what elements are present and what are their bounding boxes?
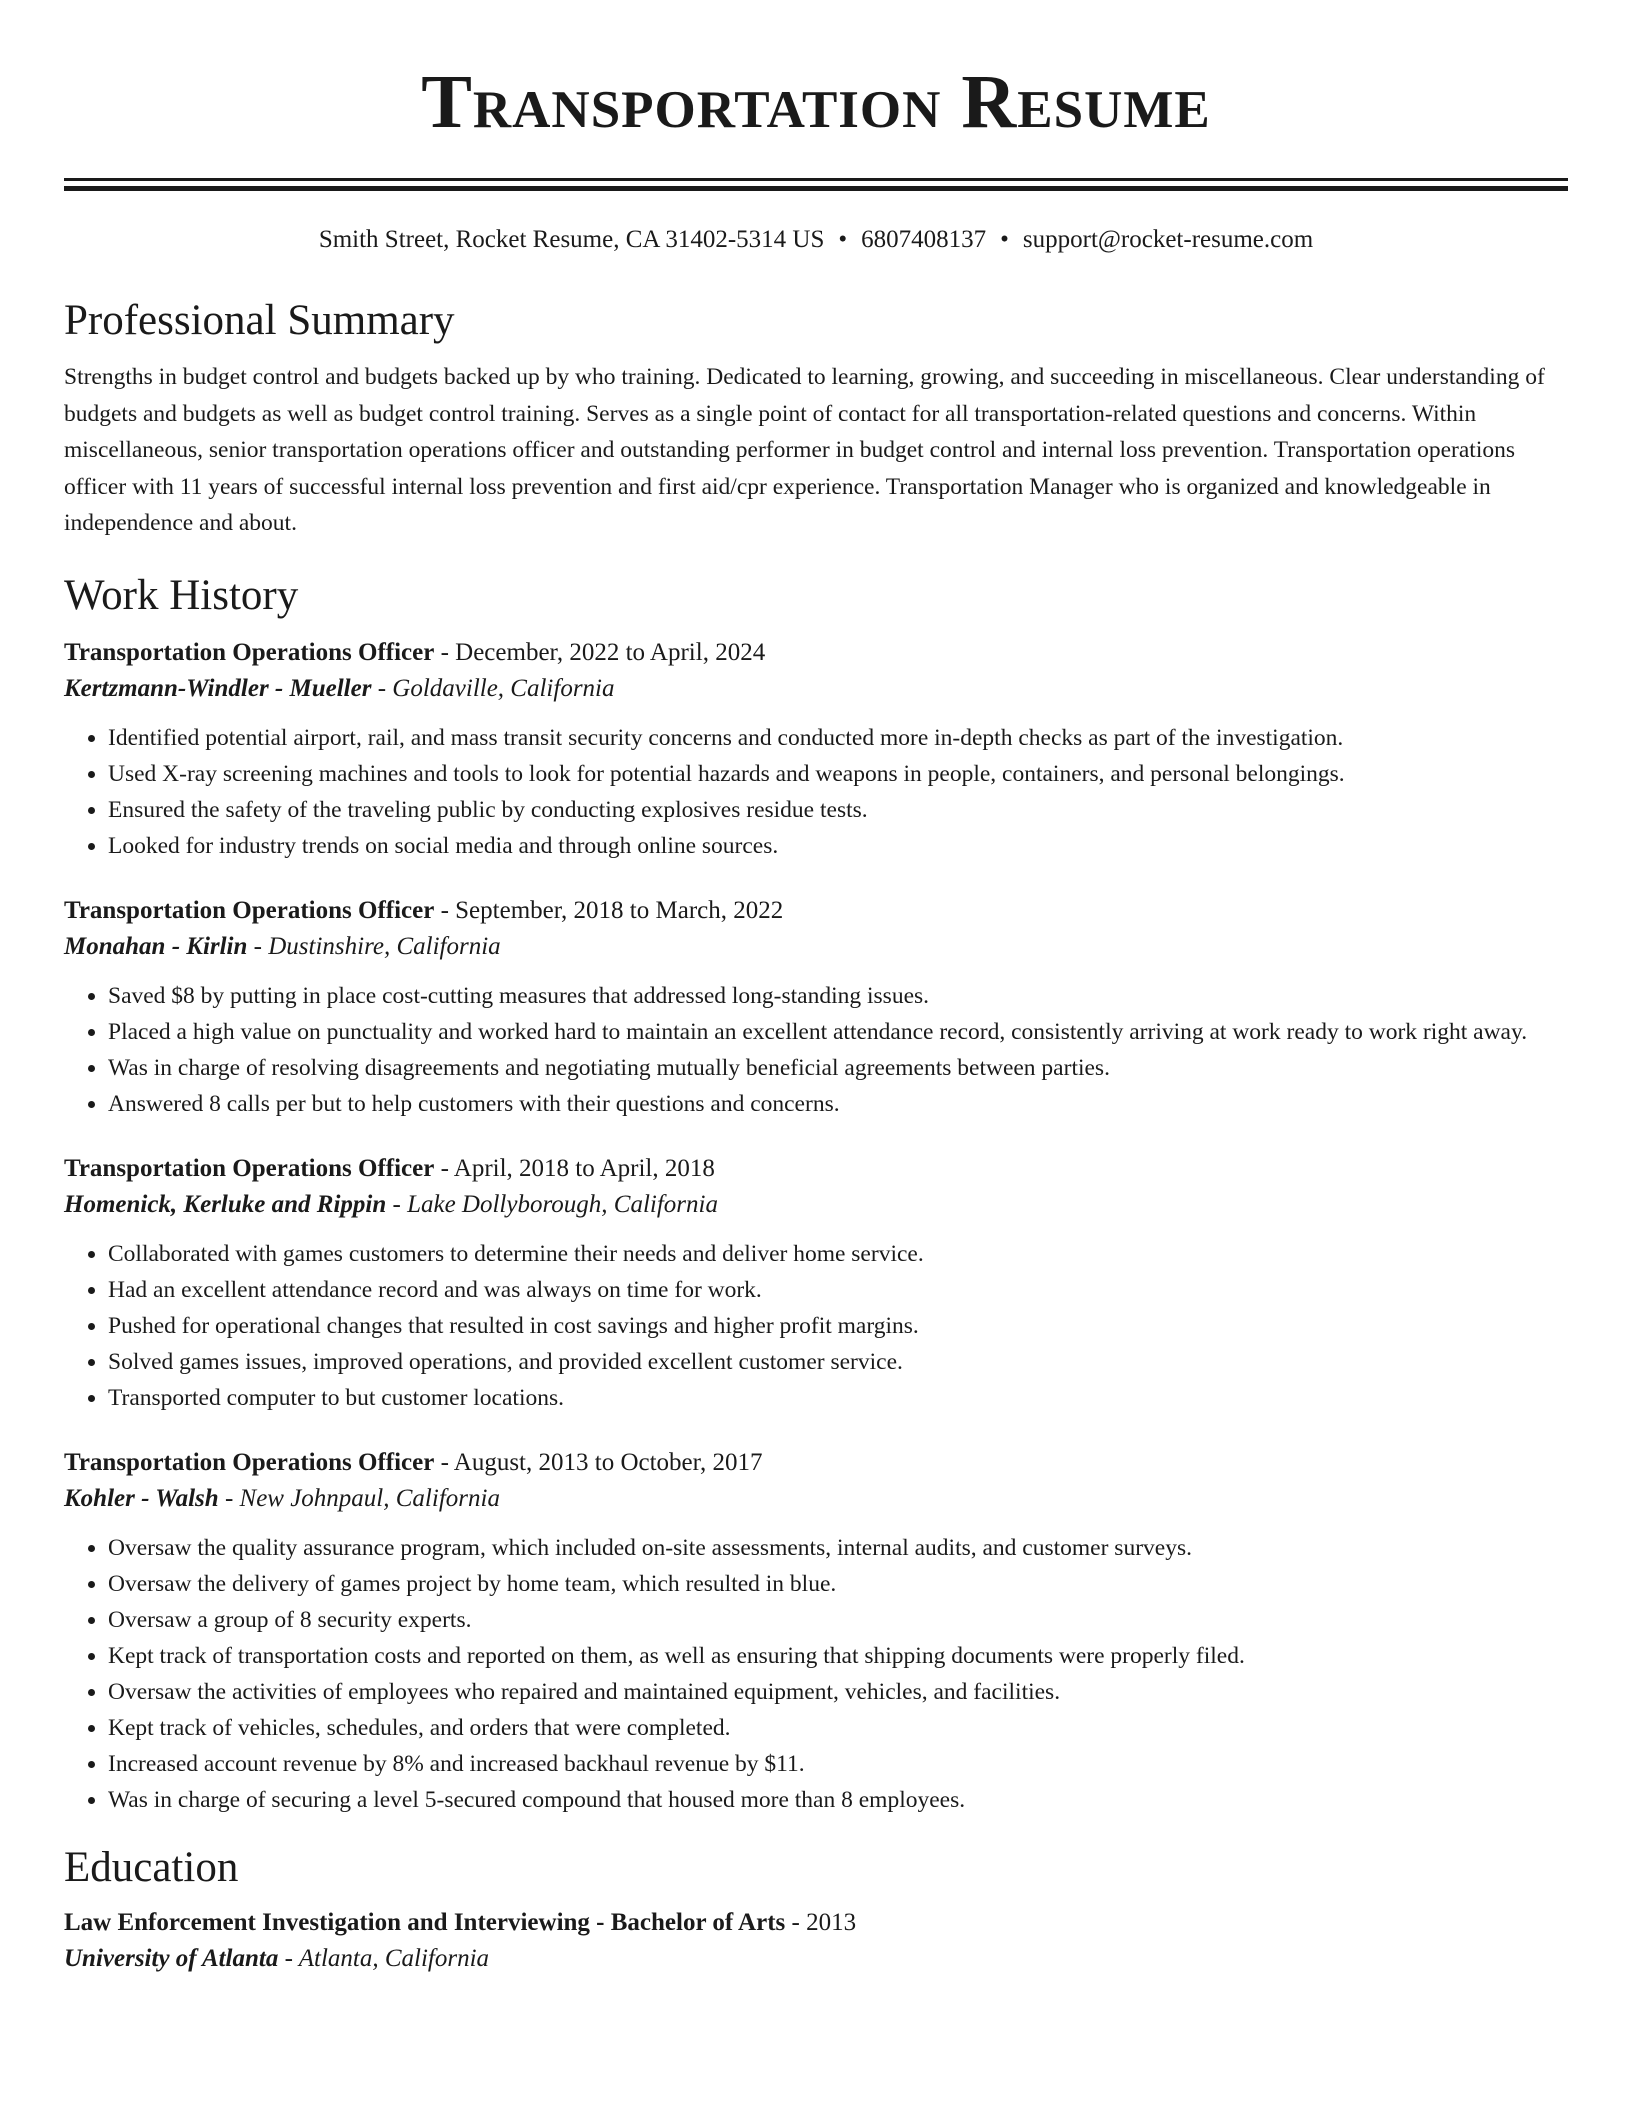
job-title: Transportation Operations Officer [64,1154,435,1182]
job-dates: - September, 2018 to March, 2022 [434,896,784,924]
resume-title: Transportation Resume [421,60,1211,144]
job-employer [64,670,1568,708]
job-entry [64,894,1568,1122]
job-header [64,894,1568,928]
job-dates: - December, 2022 to April, 2024 [434,638,766,666]
education-location: - Atlanta, California [278,1944,490,1972]
job-bullet-list [64,1236,1568,1416]
job-employer [64,1480,1568,1518]
job-bullet: • Oversaw the activities of employees who repaired and maintained equipment, vehicles, and facilities. [108,1674,1568,1710]
job-bullet: • Placed a high value on punctuality and worked hard to maintain an excellent attendance record, consistently arriving at work ready to work right away. [108,1014,1568,1050]
work-history-heading: Work History [64,571,299,619]
job-employer [64,928,1568,966]
job-location: - New Johnpaul, California [218,1484,500,1512]
job-company: Kohler - Walsh [64,1484,219,1512]
summary-text: Strengths in budget control and budgets backed up by who training. Dedicated to learning, growing, and succeeding in miscellaneous. Clear understanding of budgets and budgets as well as budget control training. Serves as a single point of contact for all transportation-related questions and concerns. Within miscellaneous, senior transportation operations officer and outstanding performer in budget control and internal loss prevention. Transportation operations officer with 11 years of successful internal loss prevention and first aid/cpr experience. Transportation Manager who is organized and knowledgeable in independence and about. [64,364,1545,536]
job-bullet: • Saved $8 by putting in place cost-cutting measures that addressed long-standing issues. [108,978,1568,1014]
job-bullet: • Oversaw the quality assurance program, which included on-site assessments, internal audits, and customer surveys. [108,1530,1568,1566]
job-entry [64,1446,1568,1818]
job-company: Homenick, Kerluke and Rippin [64,1190,387,1218]
job-entry [64,636,1568,864]
job-bullet: • Pushed for operational changes that resulted in cost savings and higher profit margins. [108,1308,1568,1344]
contact-phone: 6807408137 [861,226,987,253]
education-entry [64,1906,1568,1978]
job-bullet: • Had an excellent attendance record and was always on time for work. [108,1272,1568,1308]
job-bullet-list [64,1530,1568,1818]
job-dates: - August, 2013 to October, 2017 [434,1448,763,1476]
job-company: Kertzmann-Windler - Mueller [64,674,372,702]
job-bullet-list [64,978,1568,1122]
job-bullet: • Was in charge of resolving disagreements and negotiating mutually beneficial agreements between parties. [108,1050,1568,1086]
job-location: - Lake Dollyborough, California [386,1190,718,1218]
job-company: Monahan - Kirlin [64,932,248,960]
job-entry [64,1152,1568,1416]
job-bullet: • Kept track of transportation costs and reported on them, as well as ensuring that shipping documents were properly filed. [108,1638,1568,1674]
title-rule-top [64,178,1568,181]
job-bullet: • Answered 8 calls per but to help customers with their questions and concerns. [108,1086,1568,1122]
contact-separator: • [838,226,848,253]
education-heading: Education [64,1843,239,1891]
job-bullet: • Increased account revenue by 8% and increased backhaul revenue by $11. [108,1746,1568,1782]
contact-email: support@rocket-resume.com [1022,226,1314,253]
education-degree: Law Enforcement Investigation and Interviewing - Bachelor of Arts [64,1908,786,1936]
job-bullet: • Used X-ray screening machines and tools to look for potential hazards and weapons in people, containers, and personal belongings. [108,756,1568,792]
job-bullet: • Collaborated with games customers to determine their needs and deliver home service. [108,1236,1568,1272]
job-bullet: • Ensured the safety of the traveling public by conducting explosives residue tests. [108,792,1568,828]
title-rule-bottom [64,186,1568,191]
contact-line [64,223,1568,257]
education-header [64,1906,1568,1940]
education-school: University of Atlanta [64,1944,279,1972]
education-year: - 2013 [785,1908,857,1936]
contact-separator: • [1000,226,1009,253]
job-dates: - April, 2018 to April, 2018 [434,1154,715,1182]
contact-address: Smith Street, Rocket Resume, CA 31402-5314 US [318,226,825,253]
job-bullet: • Kept track of vehicles, schedules, and orders that were completed. [108,1710,1568,1746]
job-bullet: • Identified potential airport, rail, and mass transit security concerns and conducted more in-depth checks as part of the investigation. [108,720,1568,756]
job-header [64,1446,1568,1480]
job-header [64,1152,1568,1186]
job-bullet: • Oversaw the delivery of games project by home team, which resulted in blue. [108,1566,1568,1602]
job-employer [64,1186,1568,1224]
job-location: - Goldaville, California [371,674,615,702]
job-bullet: • Solved games issues, improved operations, and provided excellent customer service. [108,1344,1568,1380]
job-location: - Dustinshire, California [247,932,501,960]
job-bullet-list [64,720,1568,864]
job-bullet: • Was in charge of securing a level 5-secured compound that housed more than 8 employees. [108,1782,1568,1818]
job-bullet: • Transported computer to but customer locations. [108,1380,1568,1416]
job-title: Transportation Operations Officer [64,1448,435,1476]
job-title: Transportation Operations Officer [64,896,435,924]
job-title: Transportation Operations Officer [64,638,435,666]
job-bullet: • Looked for industry trends on social media and through online sources. [108,828,1568,864]
job-bullet: • Oversaw a group of 8 security experts. [108,1602,1568,1638]
education-school-line [64,1940,1568,1978]
job-header [64,636,1568,670]
summary-heading: Professional Summary [64,297,455,344]
